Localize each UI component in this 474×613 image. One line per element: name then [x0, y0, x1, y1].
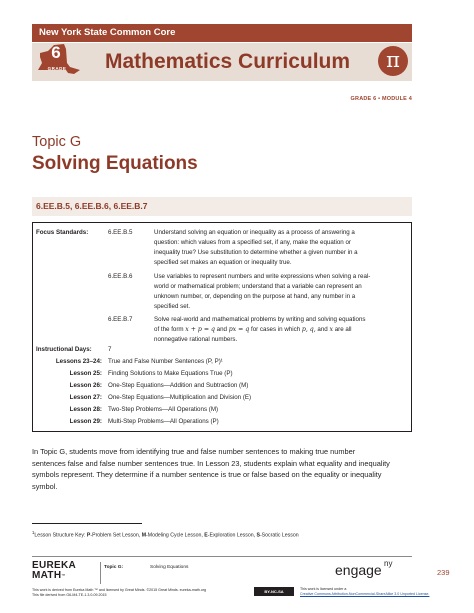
- intro-line: symbols represent. They determine if a number sentence is true or false based on the equality or inequality: [32, 470, 382, 480]
- license-link[interactable]: Creative Commons Attribution-NonCommercial-ShareAlike 3.0 Unported License.: [300, 592, 430, 596]
- module-line: GRADE 6 • MODULE 4: [350, 96, 412, 102]
- standard-line: inequality true? Use substitution to determine whether a given number in a: [154, 249, 358, 256]
- variables: p, q,: [301, 326, 316, 333]
- footer-topic-title: Solving Equations: [150, 565, 189, 570]
- footnote: [32, 530, 299, 539]
- intro-paragraph: [32, 446, 412, 492]
- lesson-number: Lessons 23–24:: [55, 358, 102, 365]
- lesson-number: Lesson 29:: [69, 418, 102, 425]
- pi-icon: π: [378, 46, 408, 76]
- key-letter: E: [204, 532, 208, 539]
- instructional-days-label: Instructional Days:: [36, 346, 92, 353]
- derived-line: This work is derived from Eureka Math ™ and licensed by Great Minds. ©2015 Great Minds. eureka-math.org: [32, 588, 207, 592]
- lesson-title: True and False Number Sentences (P, P)¹: [108, 358, 223, 365]
- standard-line: Understand solving an equation or inequality as a process of answering a: [154, 229, 355, 236]
- standard-line: specified set.: [154, 303, 191, 310]
- state-line: New York State Common Core: [39, 27, 176, 38]
- instructional-days-value: 7: [108, 346, 112, 353]
- standard-line: question: which values from a specified set, if any, make the equation or: [154, 239, 351, 246]
- footnote-marker: 1: [32, 530, 35, 535]
- curriculum-title: Mathematics Curriculum: [105, 50, 351, 73]
- lesson-number: Lesson 26:: [69, 382, 102, 389]
- eureka-math-logo: [32, 561, 76, 581]
- text-span: -Socratic Lesson: [259, 532, 299, 539]
- text-span: -Exploration Lesson,: [207, 532, 257, 539]
- intro-line: symbol.: [32, 481, 58, 491]
- text-span: -Problem Set Lesson,: [90, 532, 142, 539]
- lesson-number: Lesson 25:: [69, 370, 102, 377]
- standard-line: Use variables to represent numbers and write expressions when solving a real-: [154, 273, 371, 280]
- text-span: and: [214, 326, 229, 333]
- lesson-title: One-Step Equations—Addition and Subtraction (M): [108, 382, 249, 389]
- footer-rule: [32, 556, 412, 557]
- engage-ny-superscript: ny: [384, 559, 393, 568]
- grade-word: GRADE: [47, 66, 67, 71]
- logo-line: EUREKA: [32, 560, 77, 571]
- text-span: -Modeling Cycle Lesson,: [146, 532, 205, 539]
- standards-list: 6.EE.B.5, 6.EE.B.6, 6.EE.B.7: [36, 201, 148, 211]
- standard-line: nonnegative rational numbers.: [154, 336, 238, 343]
- standard-code: 6.EE.B.6: [108, 273, 133, 280]
- lesson-number: Lesson 28:: [69, 406, 102, 413]
- state-banner: [32, 24, 412, 42]
- footer-divider: [100, 562, 101, 584]
- standard-line: Solve real-world and mathematical problems by writing and solving equations: [154, 316, 366, 323]
- engage-ny-logo: engage: [335, 562, 382, 578]
- key-letter: S: [256, 532, 260, 539]
- focus-standards-label: Focus Standards:: [36, 229, 89, 236]
- intro-line: In Topic G, students move from identifying true and false number sentences to making true number: [32, 447, 356, 456]
- key-letter: M: [141, 532, 147, 539]
- standard-line: [154, 325, 352, 335]
- footer-topic-label: Topic G:: [104, 565, 124, 570]
- key-letter: P: [86, 532, 91, 539]
- equation: x + p = q: [185, 326, 215, 333]
- text-span: are all: [332, 326, 352, 333]
- standard-code: 6.EE.B.5: [108, 229, 133, 236]
- standards-bar: [32, 197, 412, 216]
- equation: px = q: [228, 326, 250, 333]
- topic-title: Solving Equations: [32, 153, 198, 174]
- cc-license-badge: BY-NC-SA: [254, 587, 294, 596]
- text-span: for cases in which: [249, 326, 302, 333]
- intro-line: sentences false and false number sentences true. In Lesson 23, students explain what equality and inequality: [32, 458, 390, 468]
- lesson-title: Finding Solutions to Make Equations True (P): [108, 370, 233, 377]
- lesson-number: Lesson 27:: [69, 394, 102, 401]
- lesson-title: Multi-Step Problems—All Operations (P): [108, 418, 219, 425]
- text-span: Lesson Structure Key:: [34, 532, 87, 539]
- page-number: 239: [437, 568, 450, 577]
- lesson-title: One-Step Equations—Multiplication and Division (E): [108, 394, 252, 401]
- standard-line: specified set makes an equation or inequality true.: [154, 259, 292, 266]
- logo-text: MATH: [32, 570, 62, 581]
- license-line: This work is licensed under a: [300, 587, 347, 591]
- logo-line: [32, 571, 76, 581]
- standard-line: world or mathematical problem; understand that a variable can represent an: [154, 283, 362, 290]
- derived-line: This file derived from G6-M4-TE-1.3.0-09.2015: [32, 593, 107, 597]
- text-span: and: [315, 326, 330, 333]
- grade-number: 6: [51, 43, 61, 62]
- text-span: of the form: [154, 326, 186, 333]
- trademark: ™: [61, 573, 66, 578]
- standard-line: unknown number, or, depending on the purpose at hand, any number in a: [154, 293, 356, 300]
- standard-code: 6.EE.B.7: [108, 316, 133, 323]
- footnote-rule: [32, 523, 142, 524]
- variable: x: [329, 326, 333, 333]
- topic-label: Topic G: [32, 134, 82, 150]
- lesson-title: Two-Step Problems—All Operations (M): [108, 406, 219, 413]
